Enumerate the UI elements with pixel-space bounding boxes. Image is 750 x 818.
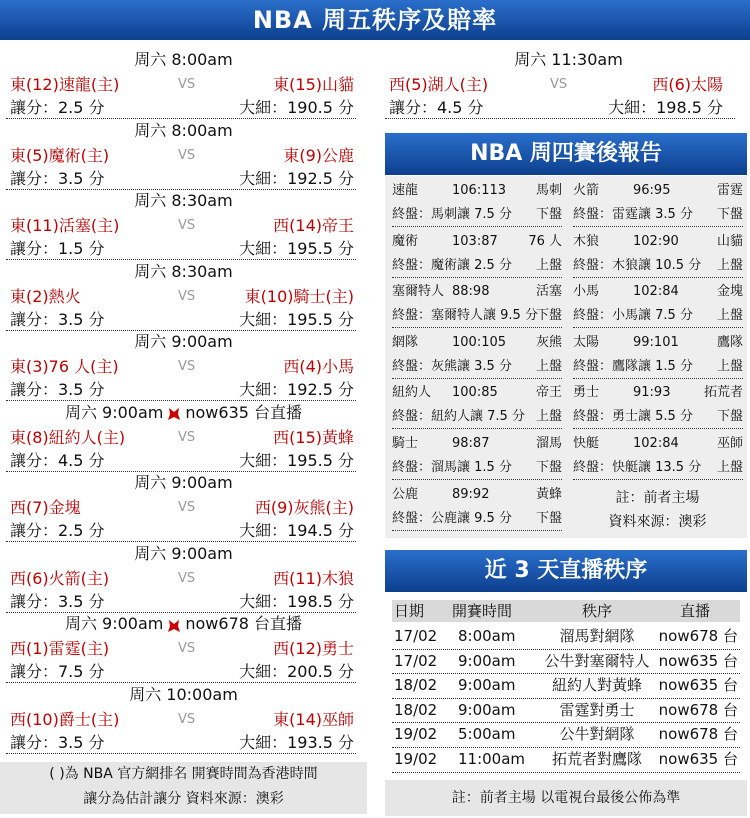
teams-row	[6, 638, 356, 660]
report-line-row	[392, 204, 562, 227]
score: 91:93	[633, 385, 671, 401]
handicap: 讓分：1.5 分	[10, 239, 105, 258]
game-time-text: 周六 9:00am	[134, 543, 233, 563]
odds-row	[6, 310, 356, 331]
footnote-line: ( )為 NBA 官方網排名 開賽時間為香港時間	[49, 766, 318, 782]
total: 大細：190.5 分	[239, 98, 354, 117]
report-cell	[389, 380, 564, 430]
vs-label: VS	[178, 641, 196, 656]
game-block	[0, 48, 367, 119]
game-time-text: 周六 10:00am	[129, 684, 238, 704]
teams-row	[6, 568, 356, 590]
row-date: 17/02	[394, 627, 438, 645]
report-note-line: 資料來源：澳彩	[608, 514, 707, 530]
score: 103:87	[452, 233, 498, 249]
odds-row	[6, 98, 356, 119]
report-cell	[389, 482, 564, 532]
row-match: 溜馬對網隊	[559, 627, 635, 645]
row-time: 9:00am	[458, 676, 516, 695]
report-line-row	[573, 255, 743, 278]
row-date: 19/02	[394, 750, 438, 768]
total: 大細：195.5 分	[239, 239, 354, 258]
row-time: 9:00am	[458, 700, 516, 719]
away-team: 西(1)雷霆(主)	[10, 639, 110, 658]
row-match: 雷霆對勇士	[559, 700, 635, 719]
game-block	[0, 612, 367, 683]
team-2: 溜馬	[535, 436, 562, 451]
row-channel: now635 台	[658, 651, 738, 670]
home-team: 西(15)黃蜂	[273, 427, 354, 447]
game-time	[0, 473, 367, 493]
team-2: 金塊	[716, 284, 743, 300]
score: 88:98	[452, 284, 490, 300]
teams-row	[6, 427, 356, 449]
handicap: 讓分：3.5 分	[10, 732, 105, 752]
game-time	[0, 332, 367, 352]
report-score-row	[392, 180, 562, 202]
team-1: 魔術	[392, 233, 419, 249]
header-channel: 直播	[679, 602, 710, 620]
broadcast-row	[392, 747, 740, 773]
handicap: 讓分：4.5 分	[389, 98, 484, 117]
row-time: 9:00am	[458, 651, 516, 670]
away-team: 東(11)活塞(主)	[10, 216, 120, 235]
home-team: 西(6)太陽	[652, 75, 723, 94]
handicap: 讓分：2.5 分	[10, 521, 105, 540]
report-cell	[389, 279, 564, 329]
home-team: 西(14)帝王	[273, 216, 354, 235]
vs-label: VS	[178, 500, 196, 515]
report-score-row	[573, 332, 743, 354]
row-time: 8:00am	[458, 627, 516, 645]
report-cell	[389, 178, 564, 228]
final-line: 終盤：鷹隊讓 1.5 分	[573, 358, 693, 374]
row-date: 18/02	[394, 700, 438, 719]
team-1: 塞爾特人	[392, 284, 445, 300]
final-line: 終盤：溜馬讓 1.5 分	[392, 460, 512, 475]
result: 下盤	[535, 308, 562, 324]
final-line: 終盤：勇士讓 5.5 分	[573, 409, 693, 425]
result: 下盤	[535, 510, 562, 526]
row-date: 17/02	[394, 651, 438, 670]
odds-row	[6, 239, 356, 260]
home-team: 東(9)公鹿	[283, 145, 354, 165]
vs-label: VS	[178, 77, 196, 92]
team-1: 速龍	[392, 183, 419, 198]
team-1: 木狼	[573, 233, 600, 249]
team-1: 勇士	[573, 385, 600, 401]
report-note-line: 註：前者主場	[615, 490, 700, 506]
handicap: 讓分：3.5 分	[10, 309, 105, 329]
broadcast-row	[392, 722, 740, 748]
row-time: 5:00am	[458, 725, 516, 744]
report-cell	[389, 229, 564, 279]
away-team: 西(7)金塊	[10, 498, 81, 517]
home-team: 西(12)勇士	[273, 639, 354, 658]
away-team: 東(8)紐約人(主)	[10, 427, 126, 447]
teams-row	[6, 709, 356, 731]
report-cell	[570, 431, 745, 481]
home-team: 東(14)巫師	[273, 709, 354, 729]
result: 上盤	[716, 308, 743, 324]
game-time-text: 周六 8:00am	[134, 120, 233, 140]
row-time: 11:00am	[458, 750, 526, 768]
game-right	[385, 48, 747, 119]
game-time-text: 周六 9:00am	[134, 473, 233, 492]
result: 上盤	[716, 460, 743, 475]
team-2: 雷霆	[716, 183, 743, 198]
team-2: 76 人	[528, 233, 562, 249]
game-time	[0, 614, 367, 634]
report-score-row	[573, 180, 743, 202]
final-line: 終盤：紐約人讓 7.5 分	[392, 409, 525, 425]
tv-channel: now635 台直播	[185, 402, 303, 422]
result: 上盤	[535, 409, 562, 425]
team-1: 太陽	[573, 334, 600, 350]
result: 下盤	[716, 409, 743, 425]
score: 96:95	[633, 183, 671, 198]
result: 上盤	[716, 257, 743, 273]
result: 下盤	[535, 460, 562, 475]
vs-label: VS	[178, 147, 196, 163]
teams-row	[6, 74, 356, 96]
report-box	[385, 176, 747, 538]
score: 100:85	[452, 385, 498, 401]
away-team: 東(5)魔術(主)	[10, 145, 110, 165]
final-line: 終盤：塞爾特人讓 9.5 分	[392, 308, 538, 324]
handicap: 讓分：3.5 分	[10, 168, 105, 188]
report-score-row	[392, 433, 562, 455]
row-channel: now678 台	[658, 725, 738, 744]
team-1: 小馬	[573, 284, 600, 300]
report-cell	[389, 330, 564, 380]
game-block	[0, 471, 367, 542]
final-line: 終盤：魔術讓 2.5 分	[392, 257, 512, 273]
report-line-row	[392, 406, 562, 429]
team-2: 山貓	[716, 233, 743, 249]
vs-label: VS	[178, 570, 196, 586]
team-2: 拓荒者	[703, 385, 743, 401]
final-line: 終盤：公鹿讓 9.5 分	[392, 510, 512, 526]
total: 大細：194.5 分	[239, 521, 354, 540]
report-line-row	[573, 406, 743, 429]
total: 大細：192.5 分	[239, 380, 354, 399]
team-2: 灰熊	[535, 334, 562, 350]
result: 上盤	[716, 358, 743, 374]
report-cell	[570, 380, 745, 430]
row-channel: now635 台	[658, 676, 738, 695]
report-line-row	[392, 457, 562, 480]
odds-row	[6, 169, 356, 190]
report-score-row	[392, 382, 562, 404]
footnote	[0, 762, 367, 814]
final-line: 終盤：木狼讓 10.5 分	[573, 257, 702, 273]
away-team: 東(12)速龍(主)	[10, 75, 120, 94]
odds-row	[6, 733, 356, 754]
vs-label: VS	[178, 429, 196, 445]
handicap: 讓分：7.5 分	[10, 662, 105, 681]
score: 102:84	[633, 284, 679, 300]
report-score-row	[573, 231, 743, 253]
handicap: 讓分：3.5 分	[10, 591, 105, 611]
report-score-row	[392, 332, 562, 354]
game-time	[0, 191, 367, 211]
final-line: 終盤：馬刺讓 7.5 分	[392, 207, 512, 222]
report-note	[570, 486, 745, 534]
odds-row	[6, 521, 356, 542]
teams-row	[6, 145, 356, 167]
game-block	[0, 401, 367, 472]
report-line-row	[573, 305, 743, 328]
header-date: 日期	[394, 602, 425, 620]
total: 大細：195.5 分	[239, 450, 354, 470]
row-match: 紐約人對黃蜂	[551, 676, 642, 695]
score: 102:84	[633, 436, 679, 451]
teams-row	[6, 497, 356, 519]
report-score-row	[573, 281, 743, 303]
odds-row	[6, 662, 356, 683]
report-score-row	[392, 281, 562, 303]
report-line-row	[573, 356, 743, 379]
team-1: 網隊	[392, 334, 419, 350]
report-score-row	[573, 433, 743, 455]
header-match: 秩序	[581, 602, 612, 620]
home-team: 西(4)小馬	[283, 357, 354, 376]
total: 大細：198.5 分	[239, 591, 354, 611]
game-time	[0, 262, 367, 282]
game-block	[0, 542, 367, 613]
report-line-row	[392, 356, 562, 379]
game-time	[0, 544, 367, 564]
game-time	[0, 403, 367, 423]
vs-label: VS	[178, 711, 196, 727]
report-cell	[570, 229, 745, 279]
teams-row	[6, 286, 356, 308]
team-2: 帝王	[535, 385, 562, 401]
score: 98:87	[452, 436, 490, 451]
report-score-row	[392, 231, 562, 253]
footnote-line: 讓分為估計讓分 資料來源：澳彩	[83, 791, 284, 807]
report-cell	[570, 279, 745, 329]
away-team: 西(10)爵士(主)	[10, 709, 120, 729]
handicap: 讓分：4.5 分	[10, 450, 105, 470]
page-title: NBA 周五秩序及賠率	[0, 0, 750, 40]
report-score-row	[573, 382, 743, 404]
team-2: 馬刺	[535, 183, 562, 198]
game-time-text: 周六 9:00am	[64, 402, 164, 422]
home-team: 西(11)木狼	[273, 568, 354, 588]
report-title: NBA 周四賽後報告	[385, 133, 747, 175]
total: 大細：200.5 分	[239, 662, 354, 681]
final-line: 終盤：雷霆讓 3.5 分	[573, 207, 693, 222]
game-time	[0, 685, 367, 705]
vs-label: VS	[178, 359, 196, 374]
team-1: 火箭	[573, 183, 600, 198]
game-time-text: 周六 8:30am	[134, 261, 233, 281]
away-team: 東(3)76 人(主)	[10, 357, 119, 376]
report-line-row	[392, 508, 562, 531]
result: 下盤	[535, 207, 562, 222]
total: 大細：193.5 分	[239, 732, 354, 752]
total: 大細：195.5 分	[239, 309, 354, 329]
total: 大細：192.5 分	[239, 168, 354, 188]
game-block	[0, 189, 367, 260]
final-line: 終盤：灰熊讓 3.5 分	[392, 358, 512, 374]
game-block	[0, 683, 367, 754]
result: 上盤	[535, 358, 562, 374]
total: 大細：198.5 分	[608, 98, 723, 117]
broadcast-header	[392, 600, 740, 622]
teams-row	[6, 356, 356, 378]
odds-row	[6, 380, 356, 401]
team-1: 騎士	[392, 436, 419, 451]
team-1: 快艇	[573, 436, 600, 451]
away-team: 西(6)火箭(主)	[10, 568, 110, 588]
score: 106:113	[452, 183, 507, 198]
score: 89:92	[452, 486, 490, 502]
handicap: 讓分：2.5 分	[10, 98, 105, 117]
team-2: 黃蜂	[535, 486, 562, 502]
vs-label: VS	[178, 218, 196, 233]
row-match: 公牛對塞爾特人	[544, 651, 650, 670]
score: 100:105	[452, 334, 507, 350]
broadcast-title: 近 3 天直播秩序	[385, 550, 747, 592]
report-cell	[389, 431, 564, 481]
broadcast-note: 註：前者主場 以電視台最後公佈為準	[385, 780, 747, 816]
result: 上盤	[535, 257, 562, 273]
team-2: 鷹隊	[716, 334, 743, 350]
row-match: 拓荒者對鷹隊	[551, 750, 642, 768]
odds-row	[6, 451, 356, 472]
row-channel: now678 台	[658, 700, 738, 719]
final-line: 終盤：小馬讓 7.5 分	[573, 308, 693, 324]
tv-icon	[167, 618, 181, 632]
teams-row	[6, 215, 356, 237]
report-cell	[570, 178, 745, 228]
away-team: 東(2)熱火	[10, 286, 81, 306]
team-1: 紐約人	[392, 385, 432, 401]
report-score-row	[392, 484, 562, 506]
tv-channel: now678 台直播	[185, 614, 303, 633]
home-team: 東(15)山貓	[273, 75, 354, 94]
report-cell	[570, 330, 745, 380]
home-team: 東(10)騎士(主)	[244, 286, 354, 306]
header-time: 開賽時間	[452, 602, 513, 620]
team-2: 活塞	[535, 284, 562, 300]
report-line-row	[392, 305, 562, 328]
game-block	[0, 260, 367, 331]
broadcast-row	[392, 673, 740, 699]
game-time-text: 周六 9:00am	[64, 614, 164, 633]
broadcast-row	[392, 698, 740, 724]
row-match: 公牛對網隊	[559, 725, 635, 744]
game-time: 周六 11:30am	[514, 50, 623, 69]
broadcast-row	[392, 624, 740, 650]
report-line-row	[573, 457, 743, 480]
result: 下盤	[716, 207, 743, 222]
game-time-text: 周六 9:00am	[134, 332, 233, 351]
team-2: 巫師	[716, 436, 743, 451]
game-time-text: 周六 8:30am	[134, 191, 233, 210]
report-line-row	[392, 255, 562, 278]
odds-list	[0, 48, 367, 753]
vs-label: VS	[178, 288, 196, 304]
game-time-text: 周六 8:00am	[134, 50, 233, 69]
row-date: 18/02	[394, 676, 438, 695]
game-block	[0, 119, 367, 190]
row-channel: now678 台	[658, 627, 738, 645]
vs-label: VS	[550, 77, 568, 92]
report-line-row	[573, 204, 743, 227]
odds-row	[6, 592, 356, 613]
row-date: 19/02	[394, 725, 438, 744]
game-time	[0, 121, 367, 141]
score: 99:101	[633, 334, 679, 350]
game-time	[0, 50, 367, 70]
team-1: 公鹿	[392, 486, 419, 502]
row-channel: now635 台	[658, 750, 738, 768]
broadcast-row	[392, 649, 740, 675]
tv-icon	[167, 406, 181, 420]
score: 102:90	[633, 233, 679, 249]
home-team: 西(9)灰熊(主)	[254, 498, 354, 517]
game-block	[0, 330, 367, 401]
final-line: 終盤：快艇讓 13.5 分	[573, 460, 702, 475]
away-team: 西(5)湖人(主)	[389, 75, 489, 94]
handicap: 讓分：3.5 分	[10, 380, 105, 399]
